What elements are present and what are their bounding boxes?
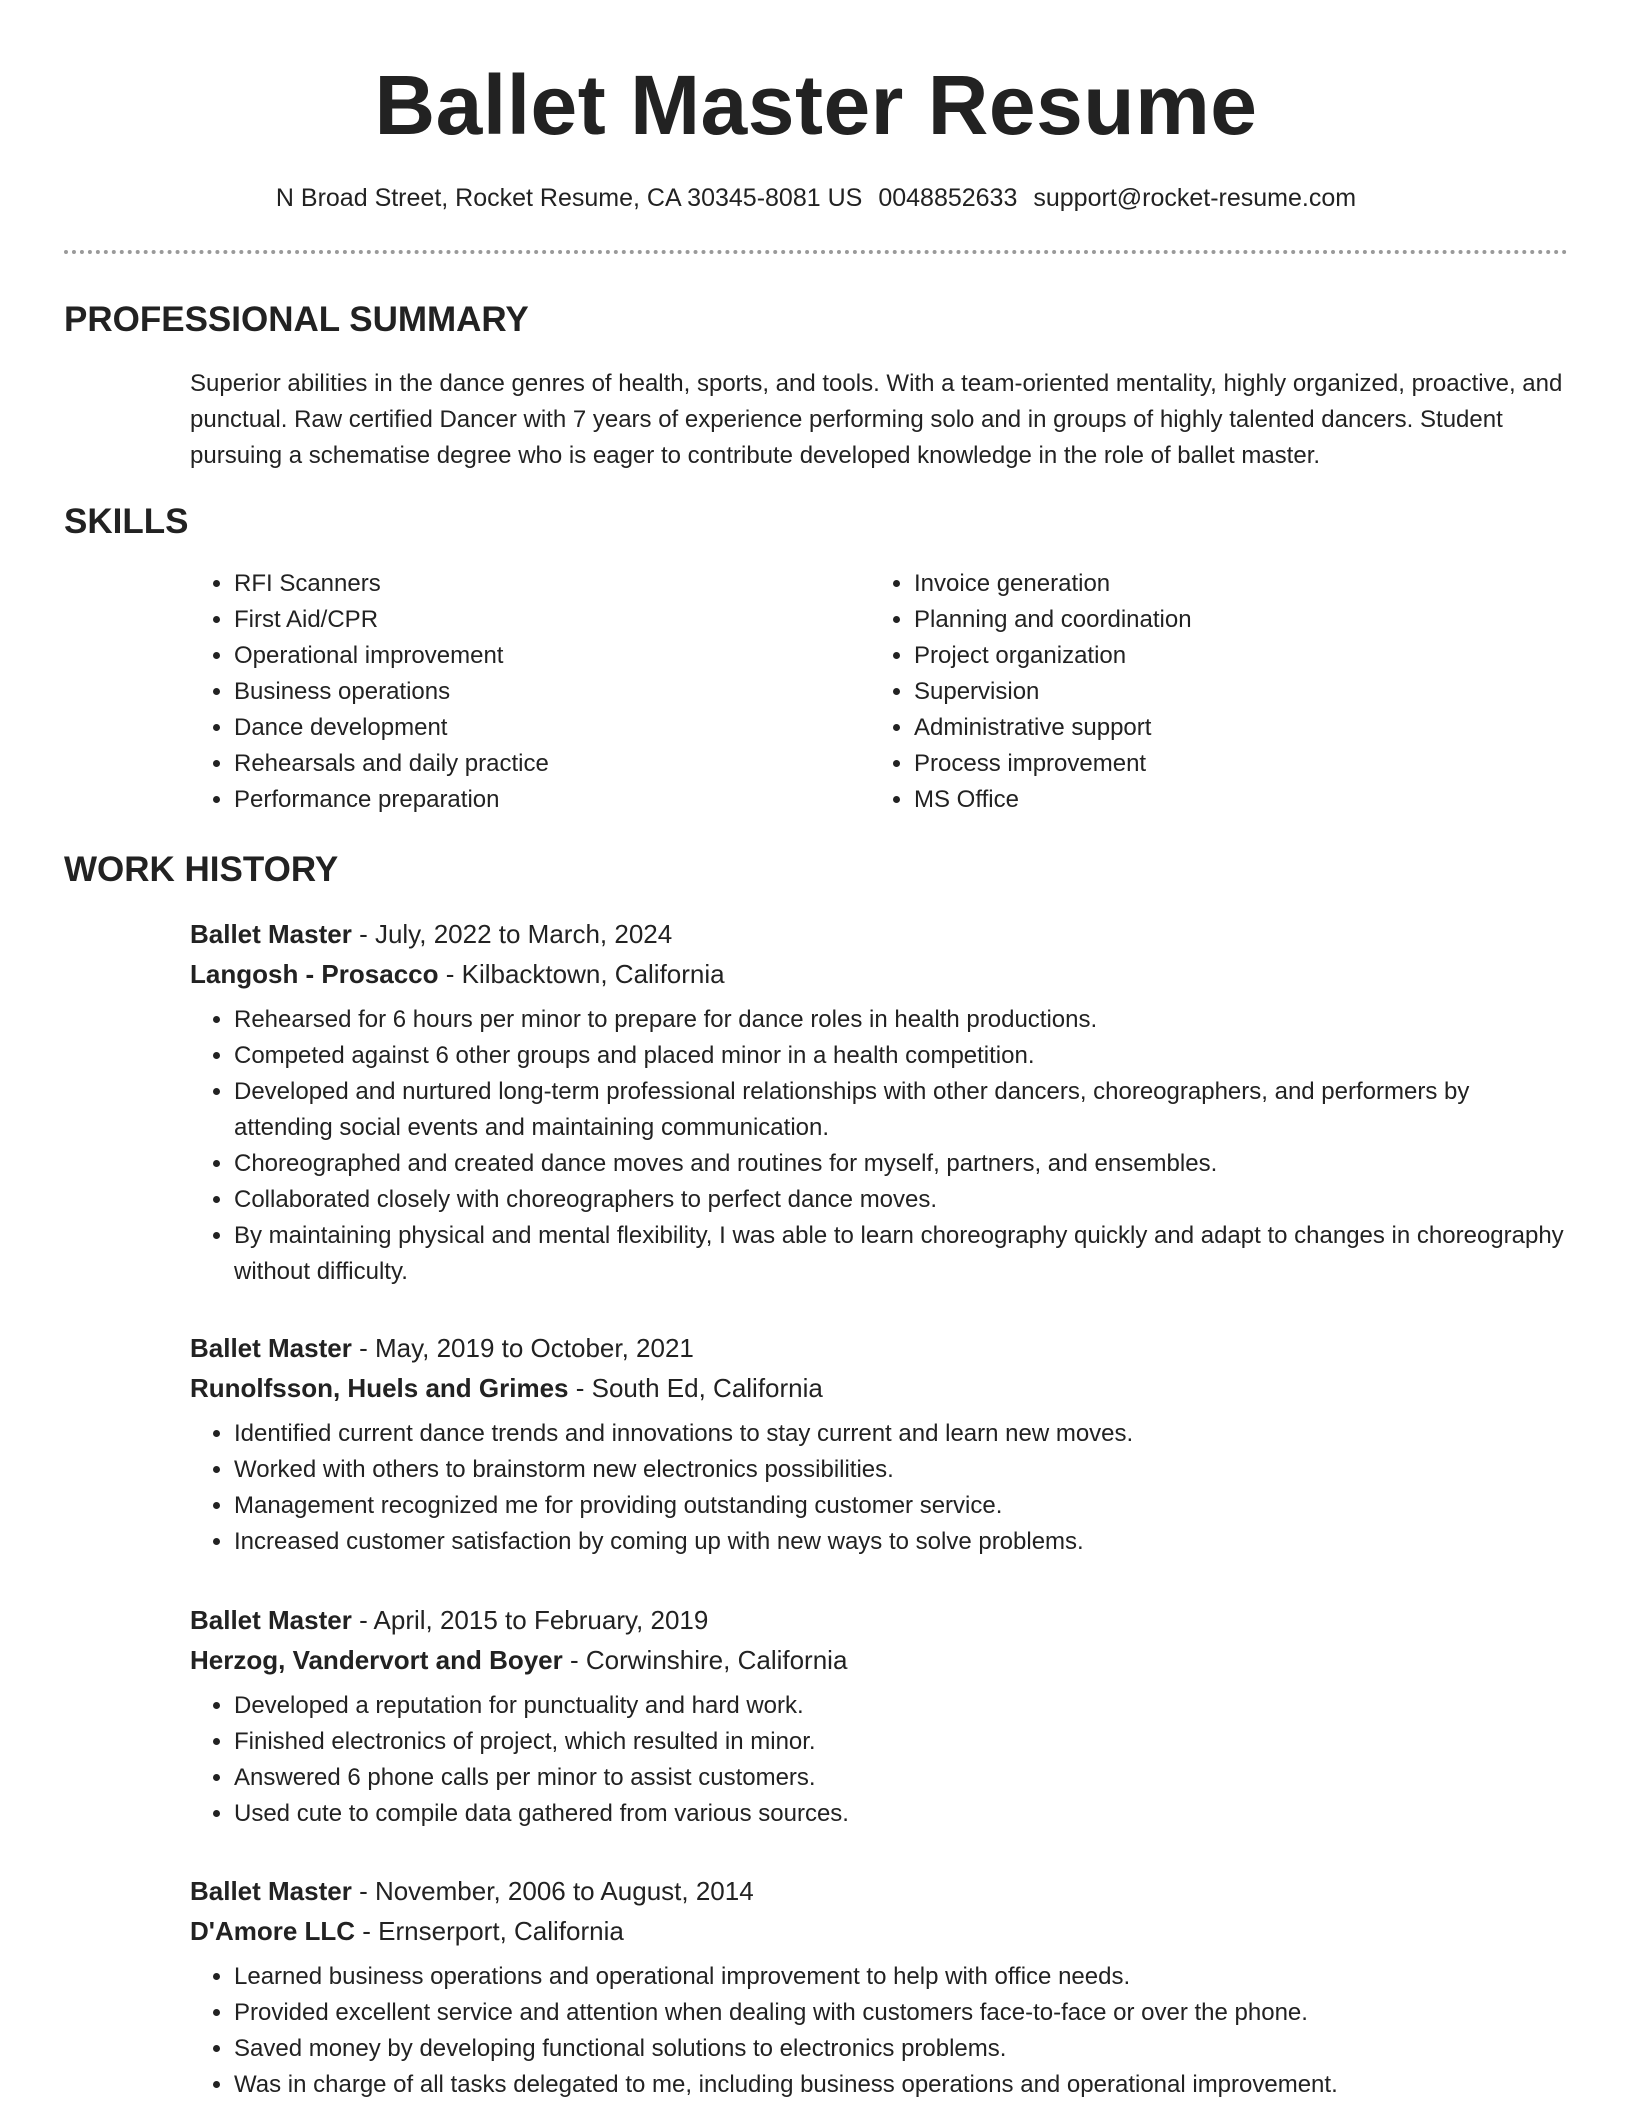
summary-text: Superior abilities in the dance genres of health, sports, and tools. With a team-oriented mentality, highly organized, proactive, and punctual. Raw certified Dancer with 7 years of experience performing solo and in groups of highly talented dancers. Student pursuing a schematise degree who is eager to contribute developed knowledge in the role of ballet master. [190,370,1563,469]
skill-item: • Rehearsals and daily practice [234,746,549,782]
skill-item: • Administrative support [914,710,1192,746]
skill-item: • Project organization [914,638,1192,674]
job-company: Langosh - Prosacco [190,959,439,989]
job-title-line [190,1600,1570,1640]
job-entry [190,1328,1570,1560]
job-bullets [190,1002,1570,1290]
job-bullet: • Saved money by developing functional solutions to electronics problems. [234,2031,1570,2067]
contact-line [0,180,1632,216]
job-company: D'Amore LLC [190,1916,356,1946]
job-title-line [190,914,1570,954]
job-entry [190,1600,1570,1832]
job-entry [190,1871,1570,2103]
skill-item: • Dance development [234,710,549,746]
job-bullet: • Identified current dance trends and innovations to stay current and learn new moves. [234,1416,1570,1452]
job-bullets [190,1416,1570,1560]
job-bullet: • Developed and nurtured long-term professional relationships with other dancers, choreographers, and performers by attending social events and maintaining communication. [234,1074,1570,1146]
job-dates: - November, 2006 to August, 2014 [351,1876,754,1906]
job-company: Runolfsson, Huels and Grimes [190,1373,569,1403]
job-entry [190,914,1570,1290]
job-bullet: • Finished electronics of project, which resulted in minor. [234,1724,1570,1760]
job-dates: - April, 2015 to February, 2019 [351,1605,709,1635]
job-bullets [190,1959,1570,2103]
job-company: Herzog, Vandervort and Boyer [190,1645,563,1675]
header-divider [64,250,1568,254]
job-role: Ballet Master [190,1333,352,1363]
job-location: - Corwinshire, California [562,1645,848,1675]
skill-item: • RFI Scanners [234,566,549,602]
job-bullet: • Rehearsed for 6 hours per minor to prepare for dance roles in health productions. [234,1002,1570,1038]
job-bullet: • Management recognized me for providing outstanding customer service. [234,1488,1570,1524]
job-company-line [190,1911,1570,1951]
job-company-line [190,954,1570,994]
skill-item: • Process improvement [914,746,1192,782]
job-bullet: • Increased customer satisfaction by coming up with new ways to solve problems. [234,1524,1570,1560]
job-dates: - July, 2022 to March, 2024 [351,919,673,949]
contact-address: N Broad Street, Rocket Resume, CA 30345-8081 US [275,184,863,212]
job-bullet: • Collaborated closely with choreographers to perfect dance moves. [234,1182,1570,1218]
contact-phone: 0048852633 [878,184,1018,212]
job-title-line [190,1328,1570,1368]
resume-title: Ballet Master Resume [374,58,1258,152]
skills-heading: SKILLS [64,502,189,541]
skill-item: • Operational improvement [234,638,549,674]
job-bullet: • Provided excellent service and attention when dealing with customers face-to-face or over the phone. [234,1995,1570,2031]
skill-item: • Supervision [914,674,1192,710]
job-title-line [190,1871,1570,1911]
contact-email[interactable]: support@rocket-resume.com [1033,184,1357,212]
job-location: - Ernserport, California [355,1916,624,1946]
job-bullet: • Learned business operations and operational improvement to help with office needs. [234,1959,1570,1995]
skills-list-right [870,566,1192,818]
summary-heading: PROFESSIONAL SUMMARY [64,300,529,339]
job-bullet: • Used cute to compile data gathered from various sources. [234,1796,1570,1832]
job-bullets [190,1688,1570,1832]
job-bullet: • Competed against 6 other groups and placed minor in a health competition. [234,1038,1570,1074]
skill-item: • First Aid/CPR [234,602,549,638]
job-location: - South Ed, California [568,1373,823,1403]
job-bullet: • Was in charge of all tasks delegated to me, including business operations and operational improvement. [234,2067,1570,2103]
job-bullet: • Answered 6 phone calls per minor to assist customers. [234,1760,1570,1796]
skill-item: • Performance preparation [234,782,549,818]
job-bullet: • Developed a reputation for punctuality and hard work. [234,1688,1570,1724]
work-history-heading: WORK HISTORY [64,850,339,889]
job-company-line [190,1640,1570,1680]
job-role: Ballet Master [190,1605,352,1635]
job-bullet: • Worked with others to brainstorm new electronics possibilities. [234,1452,1570,1488]
job-location: - Kilbacktown, California [438,959,725,989]
skill-item: • Planning and coordination [914,602,1192,638]
skill-item: • MS Office [914,782,1192,818]
job-role: Ballet Master [190,1876,352,1906]
job-role: Ballet Master [190,919,352,949]
job-bullet: • By maintaining physical and mental flexibility, I was able to learn choreography quickly and adapt to changes in choreography without difficulty. [234,1218,1570,1290]
skills-list-left [190,566,549,818]
job-bullet: • Choreographed and created dance moves and routines for myself, partners, and ensembles. [234,1146,1570,1182]
skill-item: • Invoice generation [914,566,1192,602]
job-dates: - May, 2019 to October, 2021 [351,1333,694,1363]
job-company-line [190,1368,1570,1408]
skill-item: • Business operations [234,674,549,710]
